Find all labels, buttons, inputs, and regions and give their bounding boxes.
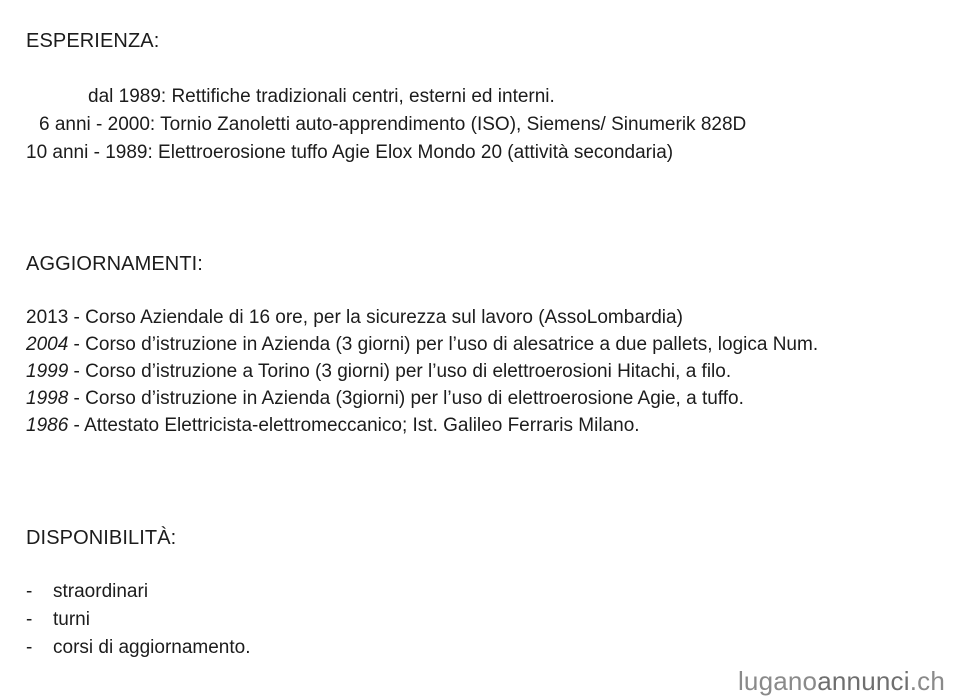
availability-item [26,582,148,601]
update-row [26,389,744,408]
update-row [26,362,731,381]
update-year: 1999 [26,361,69,382]
update-year: 1986 [26,415,69,436]
availability-item-text: straordinari [53,581,149,602]
update-year: 2013 [26,307,69,328]
update-text: - Corso Aziendale di 16 ore, per la sicurezza sul lavoro (AssoLombardia) [68,307,683,328]
availability-item [26,638,251,657]
experience-row: 6 anni - 2000: Tornio Zanoletti auto-apprendimento (ISO), Siemens/ Sinumerik 828D [39,114,747,135]
dash-bullet: - [26,581,33,602]
update-text: - Corso d’istruzione in Azienda (3giorni) per l’uso di elettroerosione Agie, a tuffo. [68,388,744,409]
updates-heading: AGGIORNAMENTI: [26,253,203,275]
availability-item-text: corsi di aggiornamento. [53,637,251,658]
watermark-part: annunci [817,666,910,696]
dash-bullet: - [26,637,33,658]
availability-item [26,610,90,629]
experience-row: 10 anni - 1989: Elettroerosione tuffo Agie Elox Mondo 20 (attività secondaria) [26,142,674,163]
experience-heading: ESPERIENZA: [26,30,160,52]
update-text: - Attestato Elettricista-elettromeccanico; Ist. Galileo Ferraris Milano. [68,415,640,436]
update-row [26,308,683,327]
update-text: - Corso d’istruzione a Torino (3 giorni) per l’uso di elettroerosioni Hitachi, a filo. [68,361,732,382]
availability-heading: DISPONIBILITÀ: [26,527,177,549]
update-text: - Corso d’istruzione in Azienda (3 giorni) per l’uso di alesatrice a due pallets, logica Num. [68,334,819,355]
update-row [26,416,640,435]
update-year: 2004 [26,334,69,355]
update-row [26,335,818,354]
update-year: 1998 [26,388,69,409]
dash-bullet: - [26,609,33,630]
watermark-part: lugano [737,666,818,696]
experience-row: dal 1989: Rettifiche tradizionali centri, esterni ed interni. [88,86,555,107]
site-watermark [738,668,945,694]
availability-item-text: turni [53,609,90,630]
watermark-part: .ch [909,666,945,696]
